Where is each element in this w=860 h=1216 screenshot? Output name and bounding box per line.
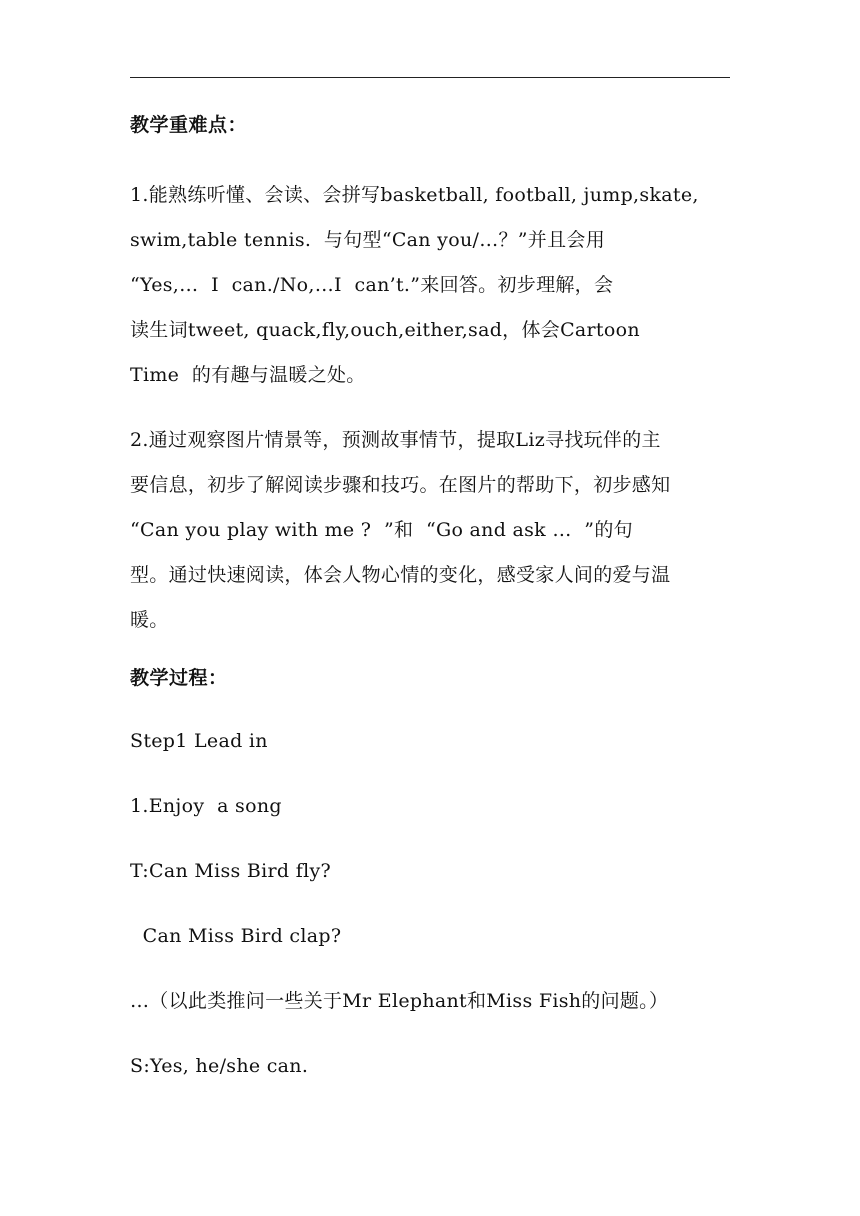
heading-teaching-process: 教学过程： — [130, 667, 228, 689]
process-line: 1.Enjoy a song — [130, 795, 282, 817]
process-line: S:Yes, he/she can. — [130, 1055, 309, 1077]
process-line: Step1 Lead in — [130, 730, 268, 752]
paragraph-objective-1: 1.能熟练听懂、会读、会拼写basketball, football, jump,skate, swim,table tennis. 与句型“Can you/…？”并且会用 “Yes,… I can./No,…I can’t.”来回答。初步理解，会 读生词tweet, quack,fly,ouch,either,sad，体会Cartoon Time 的有趣与温暖之处。 — [130, 184, 699, 386]
document-body — [130, 110, 742, 1116]
paragraph-objective-2: 2.通过观察图片情景等，预测故事情节，提取Liz寻找玩伴的主 要信息，初步了解阅读步骤和技巧。在图片的帮助下，初步感知 “Can you play with me ? ”和 “Go and ask … ”的句 型。通过快速阅读，体会人物心情的变化，感受家人间的爱与温 暖。 — [130, 429, 671, 631]
header-rule — [130, 77, 730, 78]
process-line: T:Can Miss Bird fly? — [130, 860, 331, 882]
process-line: Can Miss Bird clap? — [130, 925, 342, 947]
heading-key-points: 教学重难点： — [130, 114, 248, 136]
process-line: …（以此类推问一些关于Mr Elephant和Miss Fish的问题。） — [130, 990, 669, 1012]
